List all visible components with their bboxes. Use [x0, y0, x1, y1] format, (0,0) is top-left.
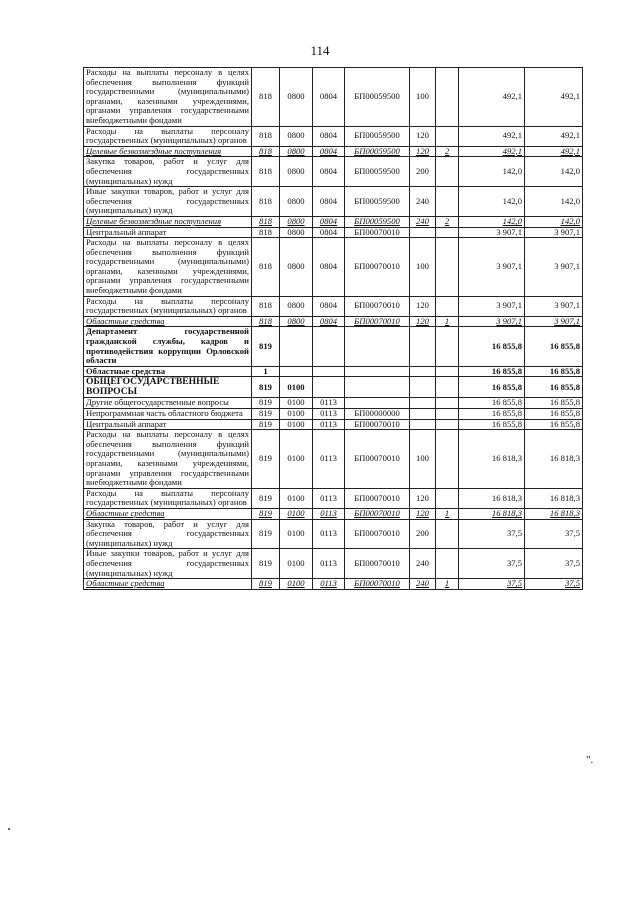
cell-gr: 818 [252, 316, 280, 327]
cell-rz [280, 327, 313, 366]
cell-gr: 819 [252, 488, 280, 508]
cell-csr: БП00070010 [345, 579, 410, 590]
cell-csr: БП00070010 [345, 316, 410, 327]
cell-kvr: 1 [436, 508, 459, 519]
cell-pr [313, 377, 345, 398]
cell-vr: 100 [410, 68, 436, 127]
cell-vr: 120 [410, 488, 436, 508]
table-row [84, 216, 583, 227]
cell-sum-2: 16 855,8 [525, 377, 583, 398]
cell-vr [410, 409, 436, 420]
row-name: Целевые безвозмездные поступления [84, 216, 252, 227]
cell-vr [410, 327, 436, 366]
row-name: Иные закупки товаров, работ и услуг для обеспечения государственных (муниципальных) нужд [84, 549, 252, 579]
cell-vr [410, 366, 436, 377]
cell-rz: 0800 [280, 316, 313, 327]
cell-sum-2: 37,5 [525, 579, 583, 590]
table-row [84, 316, 583, 327]
cell-vr: 120 [410, 296, 436, 316]
cell-sum-1: 16 855,8 [459, 366, 525, 377]
row-name: Непрограммная часть областного бюджета [84, 409, 252, 420]
cell-sum-1: 492,1 [459, 146, 525, 157]
cell-kvr [436, 409, 459, 420]
cell-pr: 0113 [313, 430, 345, 489]
table-row [84, 296, 583, 316]
table-row [84, 519, 583, 549]
row-name: Центральный аппарат [84, 419, 252, 430]
cell-csr: БП00059500 [345, 146, 410, 157]
cell-vr: 240 [410, 579, 436, 590]
cell-sum-1: 16 818,3 [459, 488, 525, 508]
table-row [84, 366, 583, 377]
cell-gr: 818 [252, 187, 280, 217]
cell-rz: 0100 [280, 508, 313, 519]
cell-rz: 0100 [280, 430, 313, 489]
row-name: Другие общегосударственные вопросы [84, 398, 252, 409]
cell-rz [280, 366, 313, 377]
cell-gr: 819 [252, 579, 280, 590]
cell-vr: 100 [410, 238, 436, 297]
cell-vr: 240 [410, 216, 436, 227]
cell-sum-1: 37,5 [459, 549, 525, 579]
cell-sum-2: 3 907,1 [525, 296, 583, 316]
cell-sum-1: 3 907,1 [459, 238, 525, 297]
cell-csr [345, 398, 410, 409]
cell-sum-2: 16 818,3 [525, 488, 583, 508]
cell-sum-2: 16 818,3 [525, 508, 583, 519]
row-name: Иные закупки товаров, работ и услуг для обеспечения государственных (муниципальных) нужд [84, 187, 252, 217]
cell-csr: БП00070010 [345, 227, 410, 238]
cell-pr: 0804 [313, 296, 345, 316]
cell-gr: 819 [252, 398, 280, 409]
cell-sum-2: 3 907,1 [525, 238, 583, 297]
table-body [84, 68, 583, 590]
cell-pr: 0804 [313, 157, 345, 187]
row-name: Расходы на выплаты персоналу в целях обеспечения выполнения функций государственными (муниципальными) органами, казенными учреждениями, органами управления государственными внебюджетными фондами [84, 68, 252, 127]
cell-csr: БП00070010 [345, 488, 410, 508]
cell-sum-2: 142,0 [525, 157, 583, 187]
cell-kvr [436, 157, 459, 187]
cell-sum-2: 16 818,3 [525, 430, 583, 489]
stray-dot [8, 828, 10, 830]
cell-vr [410, 377, 436, 398]
table-row [84, 327, 583, 366]
cell-sum-2: 3 907,1 [525, 227, 583, 238]
cell-gr: 819 [252, 409, 280, 420]
cell-pr: 0804 [313, 146, 345, 157]
cell-sum-1: 3 907,1 [459, 296, 525, 316]
row-name: Департамент государственной гражданской службы, кадров и противодействия коррупции Орловской области [84, 327, 252, 366]
cell-csr: БП00059500 [345, 157, 410, 187]
row-name: Расходы на выплаты персоналу в целях обеспечения выполнения функций государственными (муниципальными) органами, казенными учреждениями, органами управления государственными внебюджетными фондами [84, 238, 252, 297]
cell-rz: 0800 [280, 216, 313, 227]
cell-kvr: 2 [436, 216, 459, 227]
cell-sum-2: 16 855,8 [525, 398, 583, 409]
cell-gr: 818 [252, 157, 280, 187]
cell-gr: 819 [252, 549, 280, 579]
cell-csr: БП00059500 [345, 68, 410, 127]
cell-pr: 0804 [313, 238, 345, 297]
cell-kvr [436, 187, 459, 217]
cell-gr: 1 [252, 366, 280, 377]
cell-rz: 0100 [280, 519, 313, 549]
cell-vr: 120 [410, 316, 436, 327]
cell-sum-2: 142,0 [525, 216, 583, 227]
cell-vr: 240 [410, 549, 436, 579]
cell-pr: 0113 [313, 508, 345, 519]
table-row [84, 157, 583, 187]
cell-kvr [436, 366, 459, 377]
table-row [84, 227, 583, 238]
row-name: Расходы на выплаты персоналу государственных (муниципальных) органов [84, 488, 252, 508]
cell-gr: 819 [252, 327, 280, 366]
cell-kvr [436, 398, 459, 409]
cell-kvr [436, 68, 459, 127]
cell-vr: 100 [410, 430, 436, 489]
cell-sum-1: 16 855,8 [459, 419, 525, 430]
cell-sum-1: 492,1 [459, 68, 525, 127]
cell-kvr [436, 377, 459, 398]
cell-gr: 819 [252, 419, 280, 430]
row-name: Областные средства [84, 508, 252, 519]
table-row [84, 146, 583, 157]
cell-gr: 818 [252, 238, 280, 297]
row-name: Расходы на выплаты персоналу в целях обеспечения выполнения функций государственными (муниципальными) органами, казенными учреждениями, органами управления государственными внебюджетными фондами [84, 430, 252, 489]
cell-pr: 0113 [313, 398, 345, 409]
cell-pr: 0113 [313, 488, 345, 508]
cell-sum-2: 16 855,8 [525, 419, 583, 430]
row-name: Областные средства [84, 366, 252, 377]
cell-vr: 240 [410, 187, 436, 217]
cell-sum-1: 142,0 [459, 157, 525, 187]
cell-csr: БП00070010 [345, 519, 410, 549]
cell-kvr [436, 126, 459, 146]
cell-pr: 0804 [313, 126, 345, 146]
cell-csr: БП00070010 [345, 238, 410, 297]
table-row [84, 398, 583, 409]
page-number: 114 [310, 43, 330, 58]
cell-rz: 0100 [280, 579, 313, 590]
cell-kvr [436, 296, 459, 316]
cell-csr: БП00070010 [345, 508, 410, 519]
row-name: Закупка товаров, работ и услуг для обеспечения государственных (муниципальных) нужд [84, 519, 252, 549]
cell-gr: 818 [252, 296, 280, 316]
cell-gr: 818 [252, 146, 280, 157]
cell-kvr: 2 [436, 146, 459, 157]
cell-rz: 0800 [280, 68, 313, 127]
cell-gr: 818 [252, 126, 280, 146]
cell-kvr [436, 430, 459, 489]
cell-rz: 0800 [280, 238, 313, 297]
cell-rz: 0800 [280, 157, 313, 187]
cell-rz: 0100 [280, 419, 313, 430]
cell-csr: БП00059500 [345, 187, 410, 217]
cell-sum-2: 37,5 [525, 519, 583, 549]
cell-rz: 0800 [280, 296, 313, 316]
budget-table [83, 67, 583, 590]
cell-vr: 120 [410, 126, 436, 146]
cell-sum-2: 142,0 [525, 187, 583, 217]
table-row [84, 549, 583, 579]
cell-gr: 818 [252, 68, 280, 127]
cell-sum-2: 16 855,8 [525, 366, 583, 377]
cell-pr: 0804 [313, 216, 345, 227]
cell-kvr: 1 [436, 316, 459, 327]
cell-sum-1: 16 818,3 [459, 430, 525, 489]
cell-sum-1: 142,0 [459, 216, 525, 227]
cell-pr [313, 327, 345, 366]
cell-pr: 0113 [313, 409, 345, 420]
cell-vr: 200 [410, 519, 436, 549]
closing-quote-mark: ". [586, 754, 594, 766]
cell-sum-1: 3 907,1 [459, 227, 525, 238]
cell-sum-1: 492,1 [459, 126, 525, 146]
cell-sum-1: 16 818,3 [459, 508, 525, 519]
cell-csr: БП00070010 [345, 296, 410, 316]
cell-gr: 819 [252, 519, 280, 549]
cell-sum-1: 37,5 [459, 519, 525, 549]
table-row [84, 579, 583, 590]
row-name: Закупка товаров, работ и услуг для обеспечения государственных (муниципальных) нужд [84, 157, 252, 187]
cell-csr [345, 366, 410, 377]
cell-kvr [436, 238, 459, 297]
cell-sum-2: 3 907,1 [525, 316, 583, 327]
cell-rz: 0800 [280, 126, 313, 146]
cell-sum-1: 37,5 [459, 579, 525, 590]
cell-pr: 0113 [313, 519, 345, 549]
cell-pr: 0804 [313, 316, 345, 327]
row-name: Центральный аппарат [84, 227, 252, 238]
cell-sum-2: 492,1 [525, 146, 583, 157]
cell-vr [410, 419, 436, 430]
cell-sum-1: 16 855,8 [459, 327, 525, 366]
cell-rz: 0100 [280, 549, 313, 579]
row-name: Областные средства [84, 579, 252, 590]
cell-csr: БП00070010 [345, 549, 410, 579]
table-row [84, 187, 583, 217]
table-row [84, 377, 583, 398]
cell-rz: 0100 [280, 409, 313, 420]
cell-rz: 0800 [280, 187, 313, 217]
cell-pr: 0804 [313, 68, 345, 127]
cell-vr: 200 [410, 157, 436, 187]
cell-sum-2: 16 855,8 [525, 409, 583, 420]
cell-sum-2: 492,1 [525, 126, 583, 146]
cell-rz: 0100 [280, 488, 313, 508]
cell-gr: 819 [252, 508, 280, 519]
row-name: Областные средства [84, 316, 252, 327]
cell-gr: 818 [252, 216, 280, 227]
cell-sum-1: 16 855,8 [459, 377, 525, 398]
cell-csr [345, 327, 410, 366]
table-row [84, 409, 583, 420]
cell-pr: 0804 [313, 187, 345, 217]
cell-kvr [436, 327, 459, 366]
cell-gr: 819 [252, 430, 280, 489]
cell-kvr: 1 [436, 579, 459, 590]
cell-kvr [436, 419, 459, 430]
cell-rz: 0100 [280, 398, 313, 409]
cell-sum-1: 3 907,1 [459, 316, 525, 327]
cell-vr: 120 [410, 146, 436, 157]
cell-csr: БП00000000 [345, 409, 410, 420]
table-row [84, 508, 583, 519]
cell-pr: 0113 [313, 579, 345, 590]
cell-pr: 0113 [313, 419, 345, 430]
table-row [84, 488, 583, 508]
table-row [84, 419, 583, 430]
cell-sum-1: 16 855,8 [459, 409, 525, 420]
cell-pr: 0113 [313, 549, 345, 579]
cell-vr [410, 398, 436, 409]
cell-sum-2: 16 855,8 [525, 327, 583, 366]
cell-vr [410, 227, 436, 238]
row-name: Целевые безвозмездные поступления [84, 146, 252, 157]
cell-csr [345, 377, 410, 398]
cell-pr: 0804 [313, 227, 345, 238]
cell-rz: 0100 [280, 377, 313, 398]
cell-kvr [436, 227, 459, 238]
cell-rz: 0800 [280, 146, 313, 157]
cell-kvr [436, 488, 459, 508]
cell-sum-2: 492,1 [525, 68, 583, 127]
table-row [84, 126, 583, 146]
cell-sum-1: 142,0 [459, 187, 525, 217]
cell-kvr [436, 549, 459, 579]
cell-rz: 0800 [280, 227, 313, 238]
table-row [84, 68, 583, 127]
cell-kvr [436, 519, 459, 549]
cell-vr: 120 [410, 508, 436, 519]
cell-pr [313, 366, 345, 377]
cell-csr: БП00059500 [345, 126, 410, 146]
cell-csr: БП00059500 [345, 216, 410, 227]
row-name: Расходы на выплаты персоналу государственных (муниципальных) органов [84, 296, 252, 316]
cell-csr: БП00070010 [345, 419, 410, 430]
table-row [84, 430, 583, 489]
cell-sum-2: 37,5 [525, 549, 583, 579]
row-name: Расходы на выплаты персоналу государственных (муниципальных) органов [84, 126, 252, 146]
row-name: ОБЩЕГОСУДАРСТВЕННЫЕ ВОПРОСЫ [84, 377, 252, 398]
cell-csr: БП00070010 [345, 430, 410, 489]
cell-sum-1: 16 855,8 [459, 398, 525, 409]
table-row [84, 238, 583, 297]
cell-gr: 818 [252, 227, 280, 238]
cell-gr: 819 [252, 377, 280, 398]
